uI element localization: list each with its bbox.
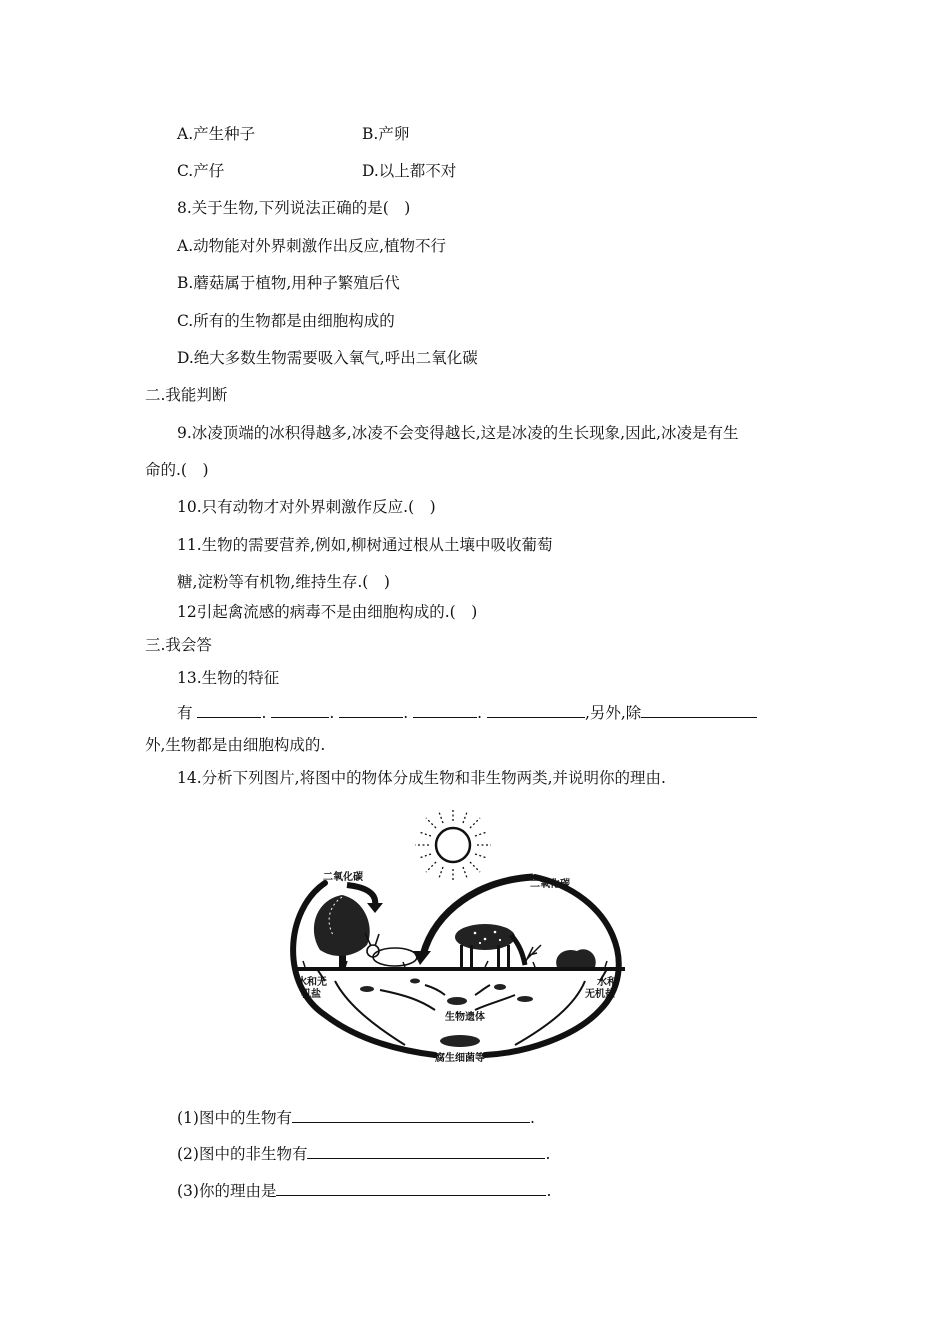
q13-you: 有	[177, 704, 193, 722]
q8-option-b: B.蘑菇属于植物,用种子繁殖后代	[177, 274, 400, 292]
q14-2-period: .	[545, 1145, 551, 1163]
q14-2-blank[interactable]	[307, 1143, 545, 1159]
q14-1-period: .	[529, 1109, 535, 1127]
deer-icon	[455, 924, 541, 967]
q13-sep: .	[477, 704, 483, 722]
q11-line2: 糖,淀粉等有机物,维持生存.( )	[177, 573, 390, 591]
q14-3-blank[interactable]	[276, 1180, 546, 1196]
q14-3-period: .	[546, 1182, 552, 1200]
bacteria-icon	[440, 1035, 480, 1047]
cycle-arc-right	[485, 877, 619, 1055]
q14-1-blank[interactable]	[292, 1107, 530, 1123]
q13-blank-3[interactable]	[339, 702, 403, 718]
q7-option-a: A.产生种子	[177, 125, 256, 143]
label-bacteria: 腐生细菌等	[435, 1053, 485, 1064]
label-co2-right: 二氧化碳	[530, 879, 570, 890]
arrow-head	[367, 903, 383, 913]
q14-stem: 14.分析下列图片,将图中的物体分成生物和非生物两类,并说明你的理由.	[177, 769, 666, 787]
q8-option-d: D.绝大多数生物需要吸入氧气,呼出二氧化碳	[177, 349, 478, 367]
q14-1	[177, 1107, 535, 1128]
q7-option-c: C.产仔	[177, 162, 225, 180]
q13-other: ,另外,除	[584, 704, 642, 722]
label-water-right-1: 水和	[597, 977, 617, 988]
q13-sep: .	[403, 704, 409, 722]
q13-blanks-line	[177, 702, 757, 723]
q13-blank-5[interactable]	[487, 702, 585, 718]
q9-line2: 命的.( )	[145, 461, 209, 479]
label-co2-left: 二氧化碳	[323, 872, 363, 883]
label-remains: 生物遗体	[445, 1012, 485, 1023]
section3-title: 三.我会答	[145, 636, 212, 654]
q13-blank-6[interactable]	[641, 702, 757, 718]
q14-2-label: (2)图中的非生物有	[177, 1145, 308, 1163]
q10: 10.只有动物才对外界刺激作反应.( )	[177, 498, 436, 516]
q14-2	[177, 1143, 550, 1164]
q7-option-d: D.以上都不对	[362, 162, 457, 180]
q8-option-c: C.所有的生物都是由细胞构成的	[177, 312, 395, 330]
q14-1-label: (1)图中的生物有	[177, 1109, 292, 1127]
ecosystem-cycle-figure	[285, 805, 635, 1070]
q9-line1: 9.冰凌顶端的冰积得越多,冰凌不会变得越长,这是冰凌的生长现象,因此,冰凌是有生	[177, 424, 739, 442]
q13-blank-2[interactable]	[271, 702, 329, 718]
q13-line3: 外,生物都是由细胞构成的.	[145, 736, 326, 754]
rabbit-icon	[365, 933, 417, 966]
tree-icon	[314, 895, 370, 968]
q13-sep: .	[261, 704, 267, 722]
q12: 12引起禽流感的病毒不是由细胞构成的.( )	[177, 603, 478, 621]
sun-icon	[415, 809, 491, 881]
q7-option-b: B.产卵	[362, 125, 410, 143]
label-water-left-2: 机盐	[301, 989, 321, 1000]
q8-option-a: A.动物能对外界刺激作出反应,植物不行	[177, 237, 447, 255]
q13-stem: 13.生物的特征	[177, 669, 280, 687]
q13-blank-1[interactable]	[197, 702, 261, 718]
label-water-left-1: 水和无	[297, 977, 327, 988]
shrub-icon	[556, 949, 596, 967]
q14-3	[177, 1180, 551, 1201]
q13-sep: .	[329, 704, 335, 722]
q11-line1: 11.生物的需要营养,例如,柳树通过根从土壤中吸收葡萄	[177, 536, 553, 554]
section2-title: 二.我能判断	[145, 386, 228, 404]
label-water-right-2: 无机盐	[585, 989, 615, 1000]
q8-stem: 8.关于生物,下列说法正确的是( )	[177, 199, 411, 217]
q13-blank-4[interactable]	[413, 702, 477, 718]
q14-3-label: (3)你的理由是	[177, 1182, 277, 1200]
